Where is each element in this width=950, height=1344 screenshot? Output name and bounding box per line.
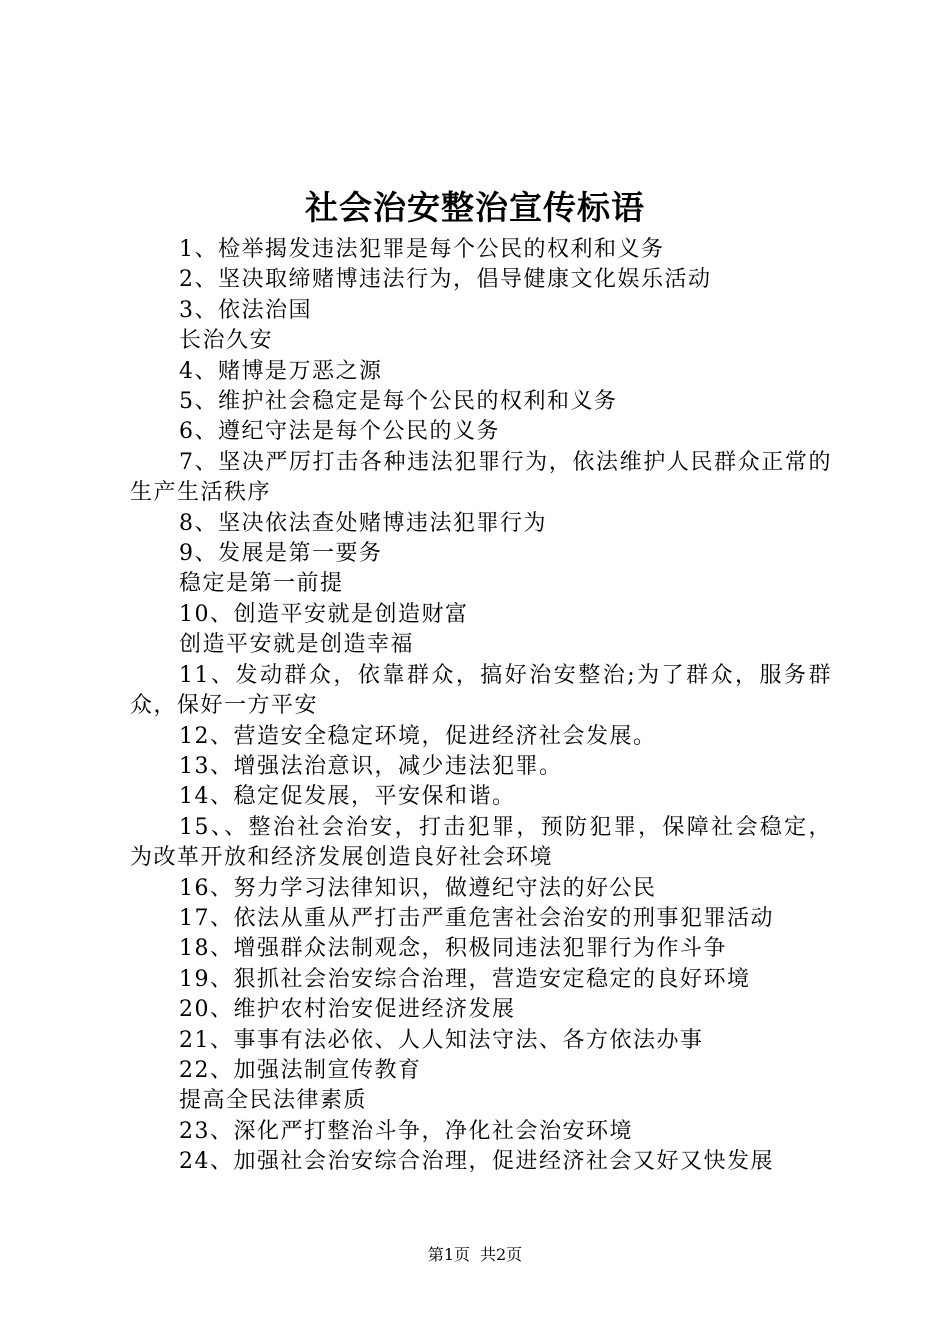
slogan-line: 16、努力学习法律知识，做遵纪守法的好公民 [179, 875, 657, 901]
slogan-line: 13、增强法治意识，减少违法犯罪。 [179, 753, 563, 779]
slogan-line: 长治久安 [179, 328, 274, 354]
slogan-line: 8、坚决依法查处赌博违法犯罪行为 [179, 510, 547, 536]
slogan-line: 5、维护社会稳定是每个公民的权利和义务 [179, 389, 618, 415]
slogan-line: 1、检举揭发违法犯罪是每个公民的权利和义务 [179, 237, 665, 262]
slogan-line: 15、、整治社会治安，打击犯罪，预防犯罪，保障社会稳定，为改革开放和经济发展创造良好社会环境 [130, 814, 832, 871]
slogan-line: 21、事事有法必依、人人知法守法、各方依法办事 [179, 1027, 704, 1053]
slogan-line: 18、增强群众法制观念，积极同违法犯罪行为作斗争 [179, 936, 727, 962]
slogan-line: 4、赌博是万恶之源 [179, 358, 383, 384]
page-footer [0, 1244, 950, 1266]
slogan-line: 22、加强法制宣传教育 [179, 1057, 422, 1083]
slogan-line: 9、发展是第一要务 [179, 541, 383, 567]
slogan-line: 20、维护农村治安促进经济发展 [179, 997, 516, 1023]
slogan-line: 3、依法治国 [179, 297, 312, 323]
slogan-line: 14、稳定促发展，平安保和谐。 [179, 784, 516, 810]
slogan-line: 7、坚决严厉打击各种违法犯罪行为，依法维护人民群众正常的生产生活秩序 [130, 449, 832, 506]
slogan-line: 创造平安就是创造幸福 [179, 632, 415, 658]
slogan-line: 11、发动群众，依靠群众，搞好治安整治;为了群众，服务群众，保好一方平安 [130, 662, 832, 719]
document-title: 社会治安整治宣传标语 [305, 188, 645, 227]
slogan-line: 23、深化严打整治斗争，净化社会治安环境 [179, 1118, 633, 1144]
slogan-line: 17、依法从重从严打击严重危害社会治安的刑事犯罪活动 [179, 905, 774, 931]
page-total: 共2页 [480, 1245, 523, 1264]
slogan-line: 提高全民法律素质 [179, 1088, 368, 1114]
slogan-line: 6、遵纪守法是每个公民的义务 [179, 419, 500, 445]
slogan-line: 24、加强社会治安综合治理，促进经济社会又好又快发展 [179, 1149, 774, 1175]
page-number: 第1页 [427, 1245, 470, 1264]
slogan-line: 2、坚决取缔赌博违法行为，倡导健康文化娱乐活动 [179, 267, 712, 293]
document-body [130, 235, 832, 1178]
slogan-line: 稳定是第一前提 [179, 571, 344, 597]
slogan-line: 19、狠抓社会治安综合治理，营造安定稳定的良好环境 [179, 966, 751, 992]
slogan-line: 10、创造平安就是创造财富 [179, 601, 469, 627]
slogan-line: 12、营造安全稳定环境，促进经济社会发展。 [179, 723, 657, 749]
